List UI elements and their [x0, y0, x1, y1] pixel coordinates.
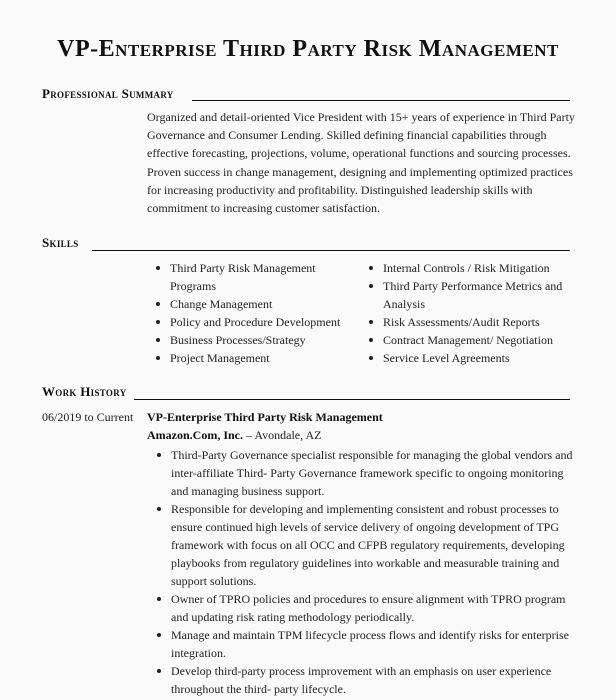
duty-item: Owner of TPRO policies and procedures to ensure alignment with TPRO program and updating risk rating methodology periodically. — [157, 590, 577, 626]
section-heading-summary: Professional Summary — [42, 86, 174, 101]
skill-item: Project Management — [156, 349, 356, 367]
skill-item: Risk Assessments/Audit Reports — [369, 313, 579, 331]
duty-item: Develop third-party process improvement with an emphasis on user experience throughout the third- party lifecycle. — [157, 662, 577, 698]
section-heading-skills: Skills — [42, 235, 79, 250]
skill-item: Policy and Procedure Development — [156, 313, 356, 331]
job-location: Avondale, AZ — [254, 428, 322, 442]
job-title: VP-Enterprise Third Party Risk Management — [147, 410, 383, 424]
section-divider — [134, 399, 570, 400]
skill-item: Third Party Performance Metrics and Analysis — [369, 277, 579, 313]
job-duties-list — [157, 446, 577, 698]
job-company-line — [147, 428, 321, 443]
job-dates: 06/2019 to Current — [42, 410, 134, 424]
resume-title: VP-Enterprise Third Party Risk Management — [57, 36, 559, 62]
section-divider — [92, 250, 570, 251]
skill-item: Internal Controls / Risk Mitigation — [369, 259, 579, 277]
duty-item: Responsible for developing and implementing consistent and robust processes to ensure continued high levels of service delivery of ongoing development of TPG framework with focus on all OCC and CFPB regulatory requirements, developing playbooks from regulatory guidelines into workable and measurable training and support solutions. — [157, 500, 577, 590]
skill-item: Service Level Agreements — [369, 349, 579, 367]
skills-list-right — [369, 259, 579, 367]
duty-item: Manage and maintain TPM lifecycle process flows and identify risks for enterprise integration. — [157, 626, 577, 662]
skill-item: Change Management — [156, 295, 356, 313]
summary-text: Organized and detail-oriented Vice President with 15+ years of experience in Third Party Governance and Consumer Lending. Skilled defining financial capabilities through effective forecasting, projections, volume, operational functions and sourcing processes. Proven success in change management, designing and implementing optimized practices for increasing productivity and profitability. Distinguished leadership skills with commitment to increasing customer satisfaction. — [147, 110, 575, 216]
job-company: Amazon.Com, Inc. — [147, 428, 243, 442]
skills-list-left — [156, 259, 356, 367]
skill-item: Business Processes/Strategy — [156, 331, 356, 349]
section-divider — [192, 100, 570, 101]
section-heading-work-history: Work History — [42, 384, 127, 399]
skill-item: Contract Management/ Negotiation — [369, 331, 579, 349]
skill-item: Third Party Risk Management Programs — [156, 259, 356, 295]
company-location-separator: – — [243, 428, 255, 442]
duty-item: Third-Party Governance specialist responsible for managing the global vendors and inter-affiliate Third- Party Governance framework specific to ongoing monitoring and managing business support. — [157, 446, 577, 500]
